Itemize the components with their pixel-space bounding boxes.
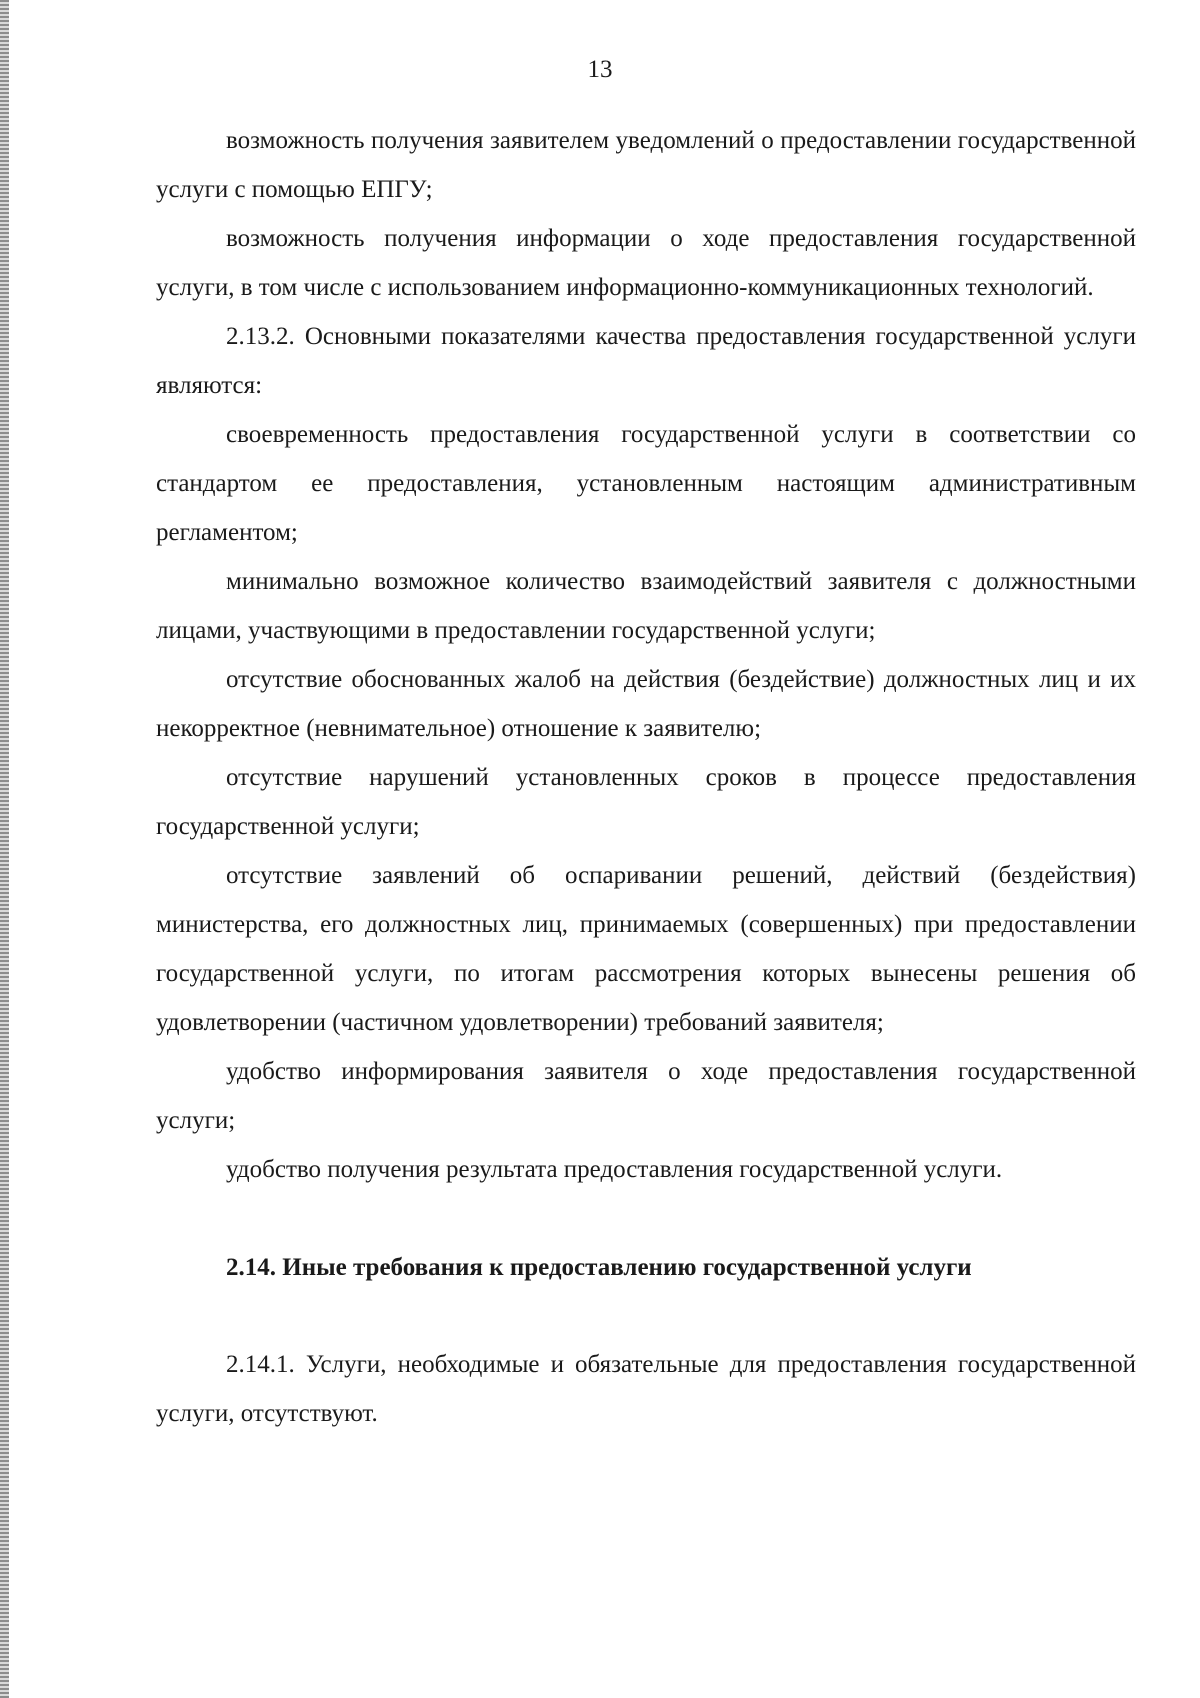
paragraph: удобство информирования заявителя о ходе предоставления государственной услуги; [156, 1058, 1136, 1134]
paragraph: отсутствие нарушений установленных сроков в процессе предоставления государственной услуги; [156, 764, 1136, 840]
paragraph: своевременность предоставления государственной услуги в соответствии со стандартом ее предоставления, установленным настоящим административным регламентом; [156, 421, 1136, 546]
document-body [156, 116, 1136, 1438]
section-heading: 2.14. Иные требования к предоставлению государственной услуги [226, 1254, 972, 1281]
paragraph: отсутствие обоснованных жалоб на действия (бездействие) должностных лиц и их некорректное (невнимательное) отношение к заявителю; [156, 666, 1136, 742]
paragraph: возможность получения заявителем уведомлений о предоставлении государственной услуги с помощью ЕПГУ; [156, 127, 1136, 203]
paragraph: минимально возможное количество взаимодействий заявителя с должностными лицами, участвующими в предоставлении государственной услуги; [156, 568, 1136, 644]
paragraph: возможность получения информации о ходе предоставления государственной услуги, в том числе с использованием информационно-коммуникационных технологий. [156, 225, 1136, 301]
page-number: 13 [587, 56, 613, 83]
scan-edge-strip [0, 0, 9, 1698]
paragraph: отсутствие заявлений об оспаривании решений, действий (бездействия) министерства, его должностных лиц, принимаемых (совершенных) при предоставлении государственной услуги, по итогам рассмотрения которых вынесены решения об удовлетворении (частичном удовлетворении) требований заявителя; [156, 862, 1136, 1036]
paragraph: удобство получения результата предоставления государственной услуги. [226, 1156, 1003, 1183]
paragraph: 2.14.1. Услуги, необходимые и обязательные для предоставления государственной услуги, отсутствуют. [156, 1351, 1136, 1427]
paragraph: 2.13.2. Основными показателями качества предоставления государственной услуги являются: [156, 323, 1136, 399]
